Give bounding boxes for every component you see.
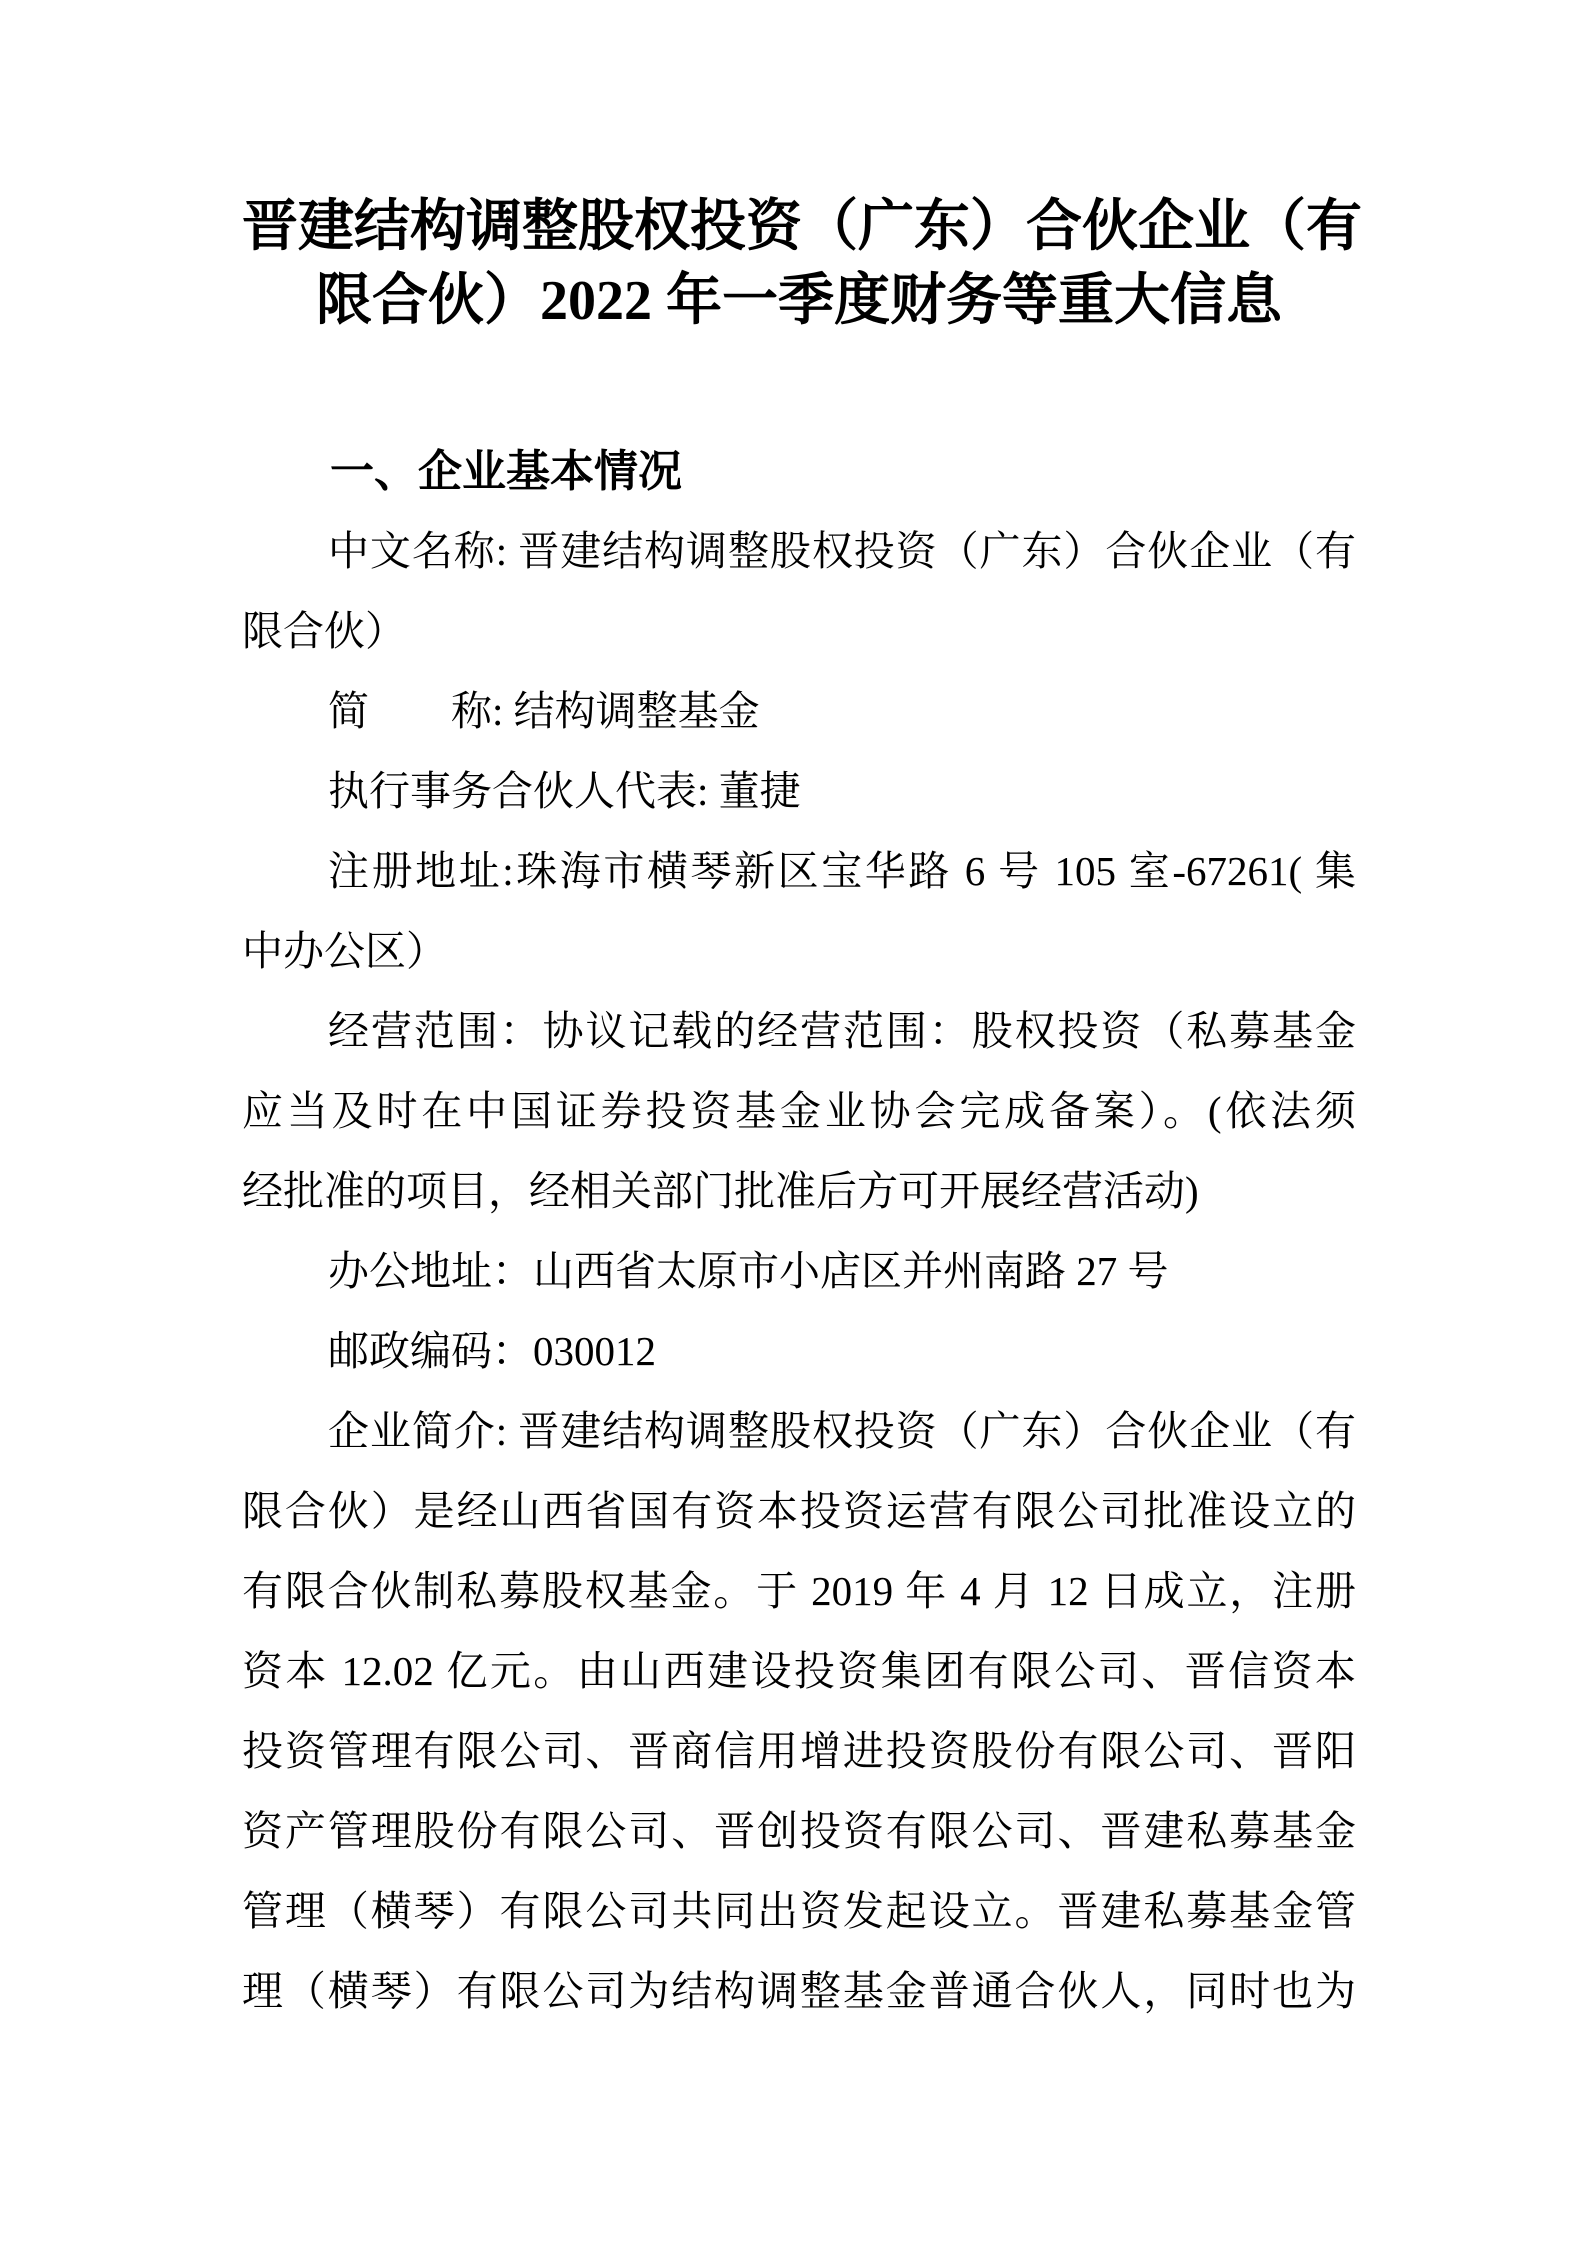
section-heading: 一、企业基本情况: [330, 447, 682, 496]
body-line: 企业简介: 晋建结构调整股权投资（广东）合伙企业（有: [328, 1408, 1356, 1454]
body-line: 邮政编码：030012: [328, 1328, 656, 1374]
document-title: [242, 190, 1362, 338]
body-line: 限合伙）: [242, 608, 406, 654]
body-line: 投资管理有限公司、晋商信用增进投资股份有限公司、晋阳: [242, 1728, 1356, 1774]
body-line: 注册地址:珠海市横琴新区宝华路 6 号 105 室-67261( 集: [328, 848, 1356, 894]
body-line: 中办公区）: [242, 928, 447, 974]
body-line: 应当及时在中国证券投资基金业协会完成备案）。(依法须: [242, 1088, 1356, 1134]
document-body: [242, 511, 1356, 2031]
body-line: 管理（横琴）有限公司共同出资发起设立。晋建私募基金管: [242, 1888, 1356, 1934]
body-line: 资本 12.02 亿元。由山西建设投资集团有限公司、晋信资本: [242, 1648, 1356, 1694]
body-line: 简 称: 结构调整基金: [328, 688, 760, 734]
body-line: 执行事务合伙人代表: 董捷: [328, 768, 801, 814]
body-line: 有限合伙制私募股权基金。于 2019 年 4 月 12 日成立，注册: [242, 1568, 1356, 1614]
document-title-line-2: 限合伙）2022 年一季度财务等重大信息: [316, 270, 1282, 332]
body-line: 理（横琴）有限公司为结构调整基金普通合伙人，同时也为: [242, 1968, 1356, 2014]
body-line: 限合伙）是经山西省国有资本投资运营有限公司批准设立的: [242, 1488, 1356, 1534]
body-line: 中文名称: 晋建结构调整股权投资（广东）合伙企业（有: [328, 528, 1356, 574]
document-title-line-1: 晋建结构调整股权投资（广东）合伙企业（有: [242, 196, 1362, 258]
body-line: 资产管理股份有限公司、晋创投资有限公司、晋建私募基金: [242, 1808, 1356, 1854]
body-line: 经批准的项目，经相关部门批准后方可开展经营活动): [242, 1168, 1199, 1214]
body-line: 办公地址：山西省太原市小店区并州南路 27 号: [328, 1248, 1169, 1294]
body-line: 经营范围：协议记载的经营范围：股权投资（私募基金: [328, 1008, 1356, 1054]
